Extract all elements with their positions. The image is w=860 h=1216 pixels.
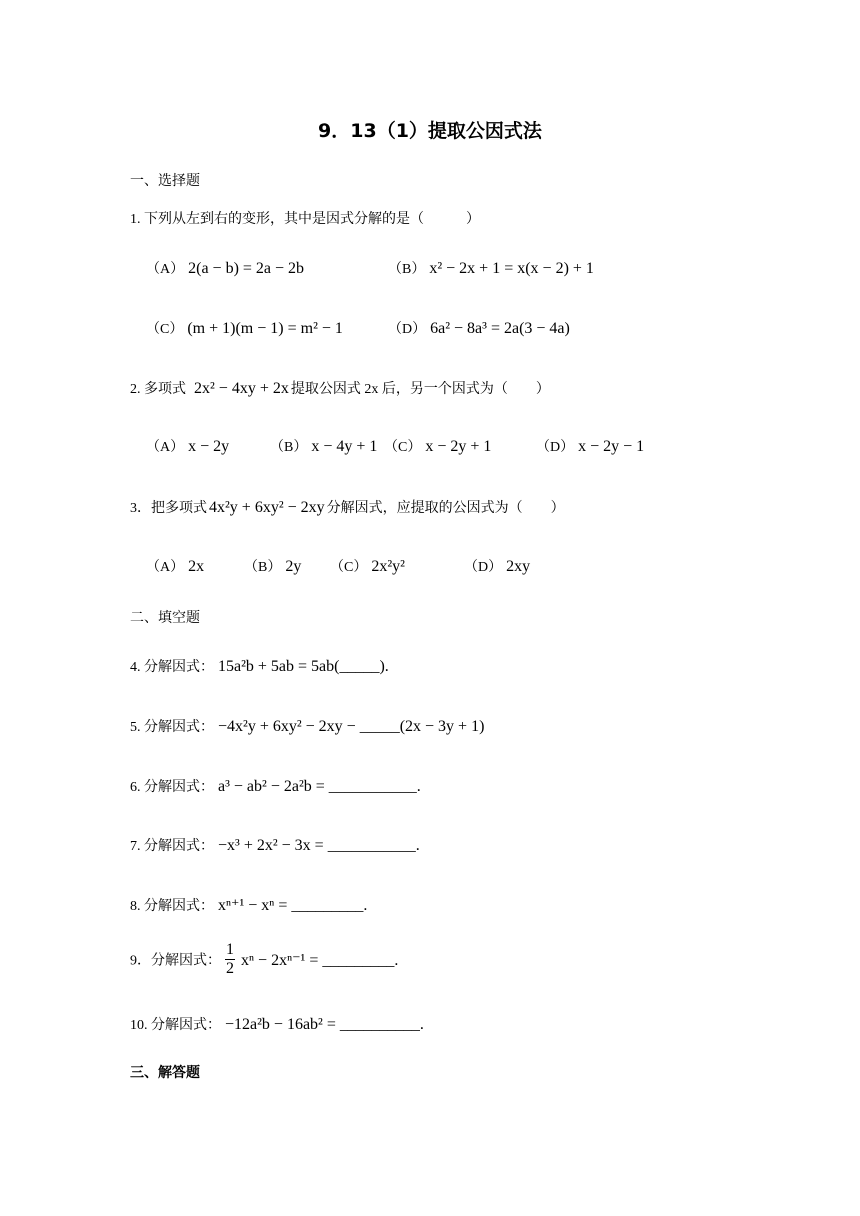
question-5: 5. 分解因式： −4x²y + 6xy² − 2xy − _____(2x − 3y + 1)	[130, 718, 485, 735]
q9-fraction: $\frac{1}{2}$	[226, 941, 234, 977]
q5-expr: −4x²y + 6xy² − 2xy − _____(2x − 3y + 1)	[218, 718, 485, 735]
q1-option-b: （B） x² − 2x + 1 = x(x − 2) + 1	[388, 260, 594, 277]
question-3-stem: 3．把多项式 4x²y + 6xy² − 2xy 分解因式，应提取的公因式为（ ）	[130, 499, 565, 516]
q10-expr: −12a²b − 16ab² = __________.	[225, 1016, 424, 1033]
q3-option-d: （D） 2xy	[464, 558, 531, 575]
question-10: 10. 分解因式： −12a²b − 16ab² = __________.	[130, 1016, 424, 1033]
question-2-stem: 2. 多项式 2x² − 4xy + 2x 提取公因式 2x 后，另一个因式为（ ）	[130, 380, 550, 397]
q7-expr: −x³ + 2x² − 3x = ___________.	[218, 837, 420, 854]
section-heading-choice: 一、选择题	[130, 174, 200, 189]
q2-stem-expr: 2x² − 4xy + 2x	[194, 380, 289, 397]
section-heading-answer: 三、解答题	[130, 1066, 200, 1081]
q3-stem-expr: 4x²y + 6xy² − 2xy	[209, 499, 325, 516]
q4-expr: 15a²b + 5ab = 5ab(_____).	[218, 658, 389, 675]
q3-option-c: （C） 2x²y²	[330, 558, 405, 575]
q1-option-a: （A） 2(a − b) = 2a − 2b	[146, 260, 305, 277]
question-4: 4. 分解因式： 15a²b + 5ab = 5ab(_____).	[130, 658, 389, 675]
q1-option-d: （D） 6a² − 8a³ = 2a(3 − 4a)	[388, 320, 570, 337]
question-1-stem: 1. 下列从左到右的变形，其中是因式分解的是（ ）	[130, 212, 480, 227]
q2-option-a: （A） x − 2y	[146, 438, 230, 455]
q1-option-d-expr: 6a² − 8a³ = 2a(3 − 4a)	[430, 320, 570, 337]
q1-option-c: （C） (m + 1)(m − 1) = m² − 1	[146, 320, 343, 337]
q1-option-b-expr: x² − 2x + 1 = x(x − 2) + 1	[429, 260, 594, 277]
q9-expr: xⁿ − 2xⁿ⁻¹ = _________.	[241, 951, 399, 969]
question-7: 7. 分解因式： −x³ + 2x² − 3x = ___________.	[130, 837, 420, 854]
section-heading-fill: 二、填空题	[130, 611, 200, 626]
question-6: 6. 分解因式： a³ − ab² − 2a²b = ___________.	[130, 778, 421, 795]
q3-option-a: （A） 2x	[146, 558, 205, 575]
q2-option-c: （C） x − 2y + 1	[384, 438, 492, 455]
q3-option-b: （B） 2y	[244, 558, 302, 575]
q2-option-d: （D） x − 2y − 1	[536, 438, 645, 455]
q2-option-b: （B） x − 4y + 1	[270, 438, 378, 455]
q8-expr: xⁿ⁺¹ − xⁿ = _________.	[218, 897, 368, 914]
question-9: 9．分解因式： $\frac{1}{2}$ xⁿ − 2xⁿ⁻¹ = _________.	[130, 941, 399, 977]
q1-option-c-expr: (m + 1)(m − 1) = m² − 1	[187, 320, 343, 337]
q1-option-a-expr: 2(a − b) = 2a − 2b	[188, 260, 305, 277]
page-title: 9．13（1）提取公因式法	[318, 120, 542, 142]
q6-expr: a³ − ab² − 2a²b = ___________.	[218, 778, 421, 795]
question-8: 8. 分解因式： xⁿ⁺¹ − xⁿ = _________.	[130, 897, 368, 914]
